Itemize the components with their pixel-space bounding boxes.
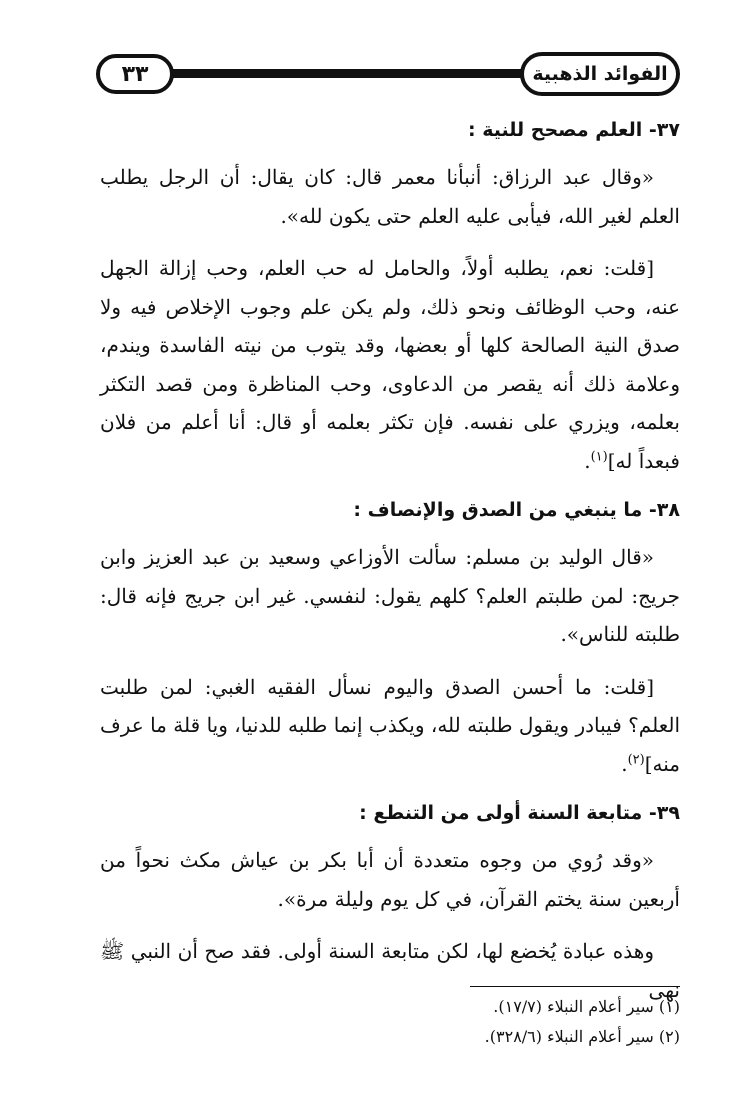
book-title: الفوائد الذهبية	[520, 52, 680, 96]
section-heading-39: ٣٩- متابعة السنة أولى من التنطع :	[359, 802, 680, 824]
header-rule	[156, 69, 540, 78]
footnote-ref: (٢)	[627, 751, 645, 767]
paragraph: [قلت: نعم، يطلبه أولاً، والحامل له حب العلم، وحب إزالة الجهل عنه، وحب الوظائف ونحو ذلك، ولم يكن علم وجوب الإخلاص فيه ولا صدق النية الصالحة كلها أو بعضها، وقد يتوب من نيته الفاسدة ويندم، وعلامة ذلك أنه يقصر من الدعاوى، وحب المناظرة ومن قصد التكثر بعلمه، ويزري على نفسه. فإن تكثر بعلمه أو قال: أنا أعلم من فلان فبعداً له]$^{(١)}$.	[100, 256, 680, 473]
paragraph: وهذه عبادة يُخضع لها، لكن متابعة السنة أولى. فقد صح أن النبي ﷺ نهى	[100, 939, 680, 1002]
footnote-ref: (١)	[590, 448, 608, 464]
footnote-divider	[470, 986, 680, 987]
page-header	[96, 50, 680, 100]
paragraph: [قلت: ما أحسن الصدق واليوم نسأل الفقيه الغبي: لمن طلبت العلم؟ فيبادر ويقول طلبته لله، ويكذب إنما طلبه للدنيا، ويا قلة ما عرف منه]$^{(٢)}$.	[100, 674, 680, 776]
page-body	[100, 114, 680, 1023]
paragraph-text: [قلت: ما أحسن الصدق واليوم نسأل الفقيه الغبي: لمن طلبت العلم؟ فيبادر ويقول طلبته لله، ويكذب إنما طلبه للدنيا، ويا قلة ما عرف منه]	[100, 674, 680, 776]
footnote: (٢) سير أعلام النبلاء (٣٢٨/٦).	[484, 1027, 680, 1046]
paragraph: «قال الوليد بن مسلم: سألت الأوزاعي وسعيد بن عبد العزيز وابن جريج: لمن طلبتم العلم؟ كلهم يقول: لنفسي. غير ابن جريج فإنه قال: طلبته للناس».	[100, 545, 680, 646]
page-number: ٣٣	[96, 54, 174, 94]
paragraph: «وقد رُوي من وجوه متعددة أن أبا بكر بن عياش مكث نحواً من أربعين سنة يختم القرآن، في كل يوم وليلة مرة».	[100, 848, 680, 911]
footnotes	[280, 992, 680, 1052]
paragraph: «وقال عبد الرزاق: أنبأنا معمر قال: كان يقال: أن الرجل يطلب العلم لغير الله، فيأبى عليه العلم حتى يكون لله».	[100, 165, 680, 228]
paragraph-text: [قلت: نعم، يطلبه أولاً، والحامل له حب العلم، وحب إزالة الجهل عنه، وحب الوظائف ونحو ذلك، ولم يكن علم وجوب الإخلاص فيه ولا صدق النية الصالحة كلها أو بعضها، وقد يتوب من نيته الفاسدة ويندم، وعلامة ذلك أنه يقصر من الدعاوى، وحب المناظرة ومن قصد التكثر بعلمه، ويزري على نفسه. فإن تكثر بعلمه أو قال: أنا أعلم من فلان فبعداً له]	[100, 256, 680, 473]
section-heading-38: ٣٨- ما ينبغي من الصدق والإنصاف :	[353, 499, 680, 521]
section-heading-37: ٣٧- العلم مصحح للنية :	[468, 119, 680, 141]
footnote: (١) سير أعلام النبلاء (١٧/٧).	[493, 997, 680, 1016]
